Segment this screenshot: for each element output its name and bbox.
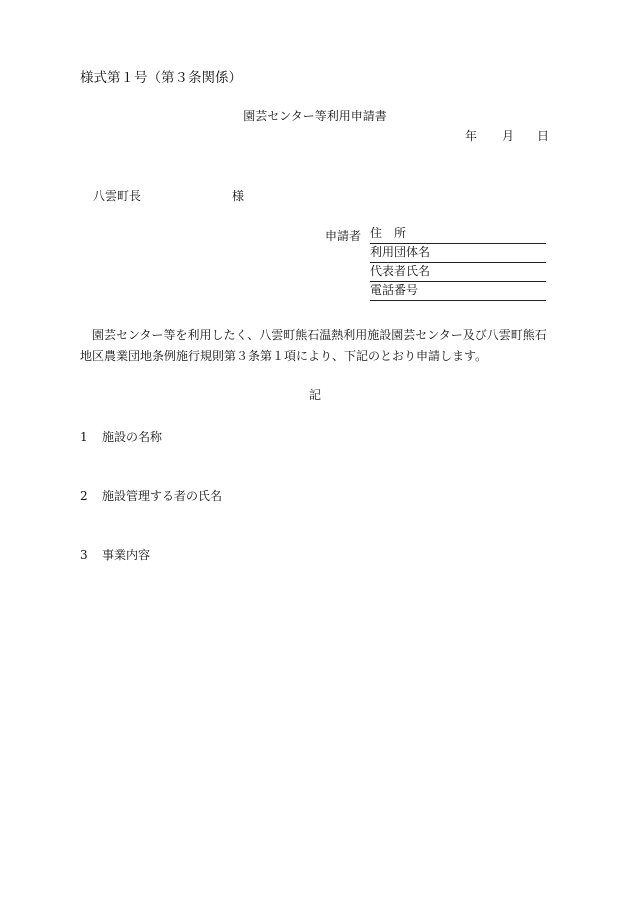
application-statement: 園芸センター等を利用したく、八雲町熊石温熱利用施設園芸センター及び八雲町熊石地区農業団地条例施行規則第３条第１項により、下記のとおり申請します。 <box>80 328 547 363</box>
applicant-label: 申請者 <box>325 229 362 243</box>
document-title: 園芸センター等利用申請書 <box>243 109 387 123</box>
phone-number-field[interactable] <box>370 283 546 301</box>
addressee: 八雲町長 <box>93 189 142 203</box>
ki-heading: 記 <box>308 388 321 402</box>
date-month-label: 月 <box>502 129 515 143</box>
phone-number-label: 電話番号 <box>370 283 419 297</box>
address-field[interactable] <box>370 226 546 244</box>
form-number: 様式第１号（第３条関係） <box>80 70 242 86</box>
item-business-content <box>80 546 150 563</box>
organization-name-field[interactable] <box>370 245 546 263</box>
representative-name-label: 代表者氏名 <box>370 264 431 278</box>
honorific: 様 <box>232 189 245 203</box>
item-facility-name <box>80 428 162 445</box>
item-manager-name <box>80 487 222 504</box>
organization-name-label: 利用団体名 <box>370 245 431 259</box>
representative-name-field[interactable] <box>370 264 546 282</box>
item-label: 事業内容 <box>102 548 151 562</box>
item-label: 施設管理する者の氏名 <box>102 489 223 503</box>
item-label: 施設の名称 <box>102 430 163 444</box>
item-number: 3 <box>80 548 88 562</box>
date-day-label: 日 <box>537 129 550 143</box>
item-number: 2 <box>80 489 88 503</box>
address-label: 住 所 <box>370 226 407 240</box>
item-number: 1 <box>80 430 88 444</box>
date-year-label: 年 <box>465 129 478 143</box>
